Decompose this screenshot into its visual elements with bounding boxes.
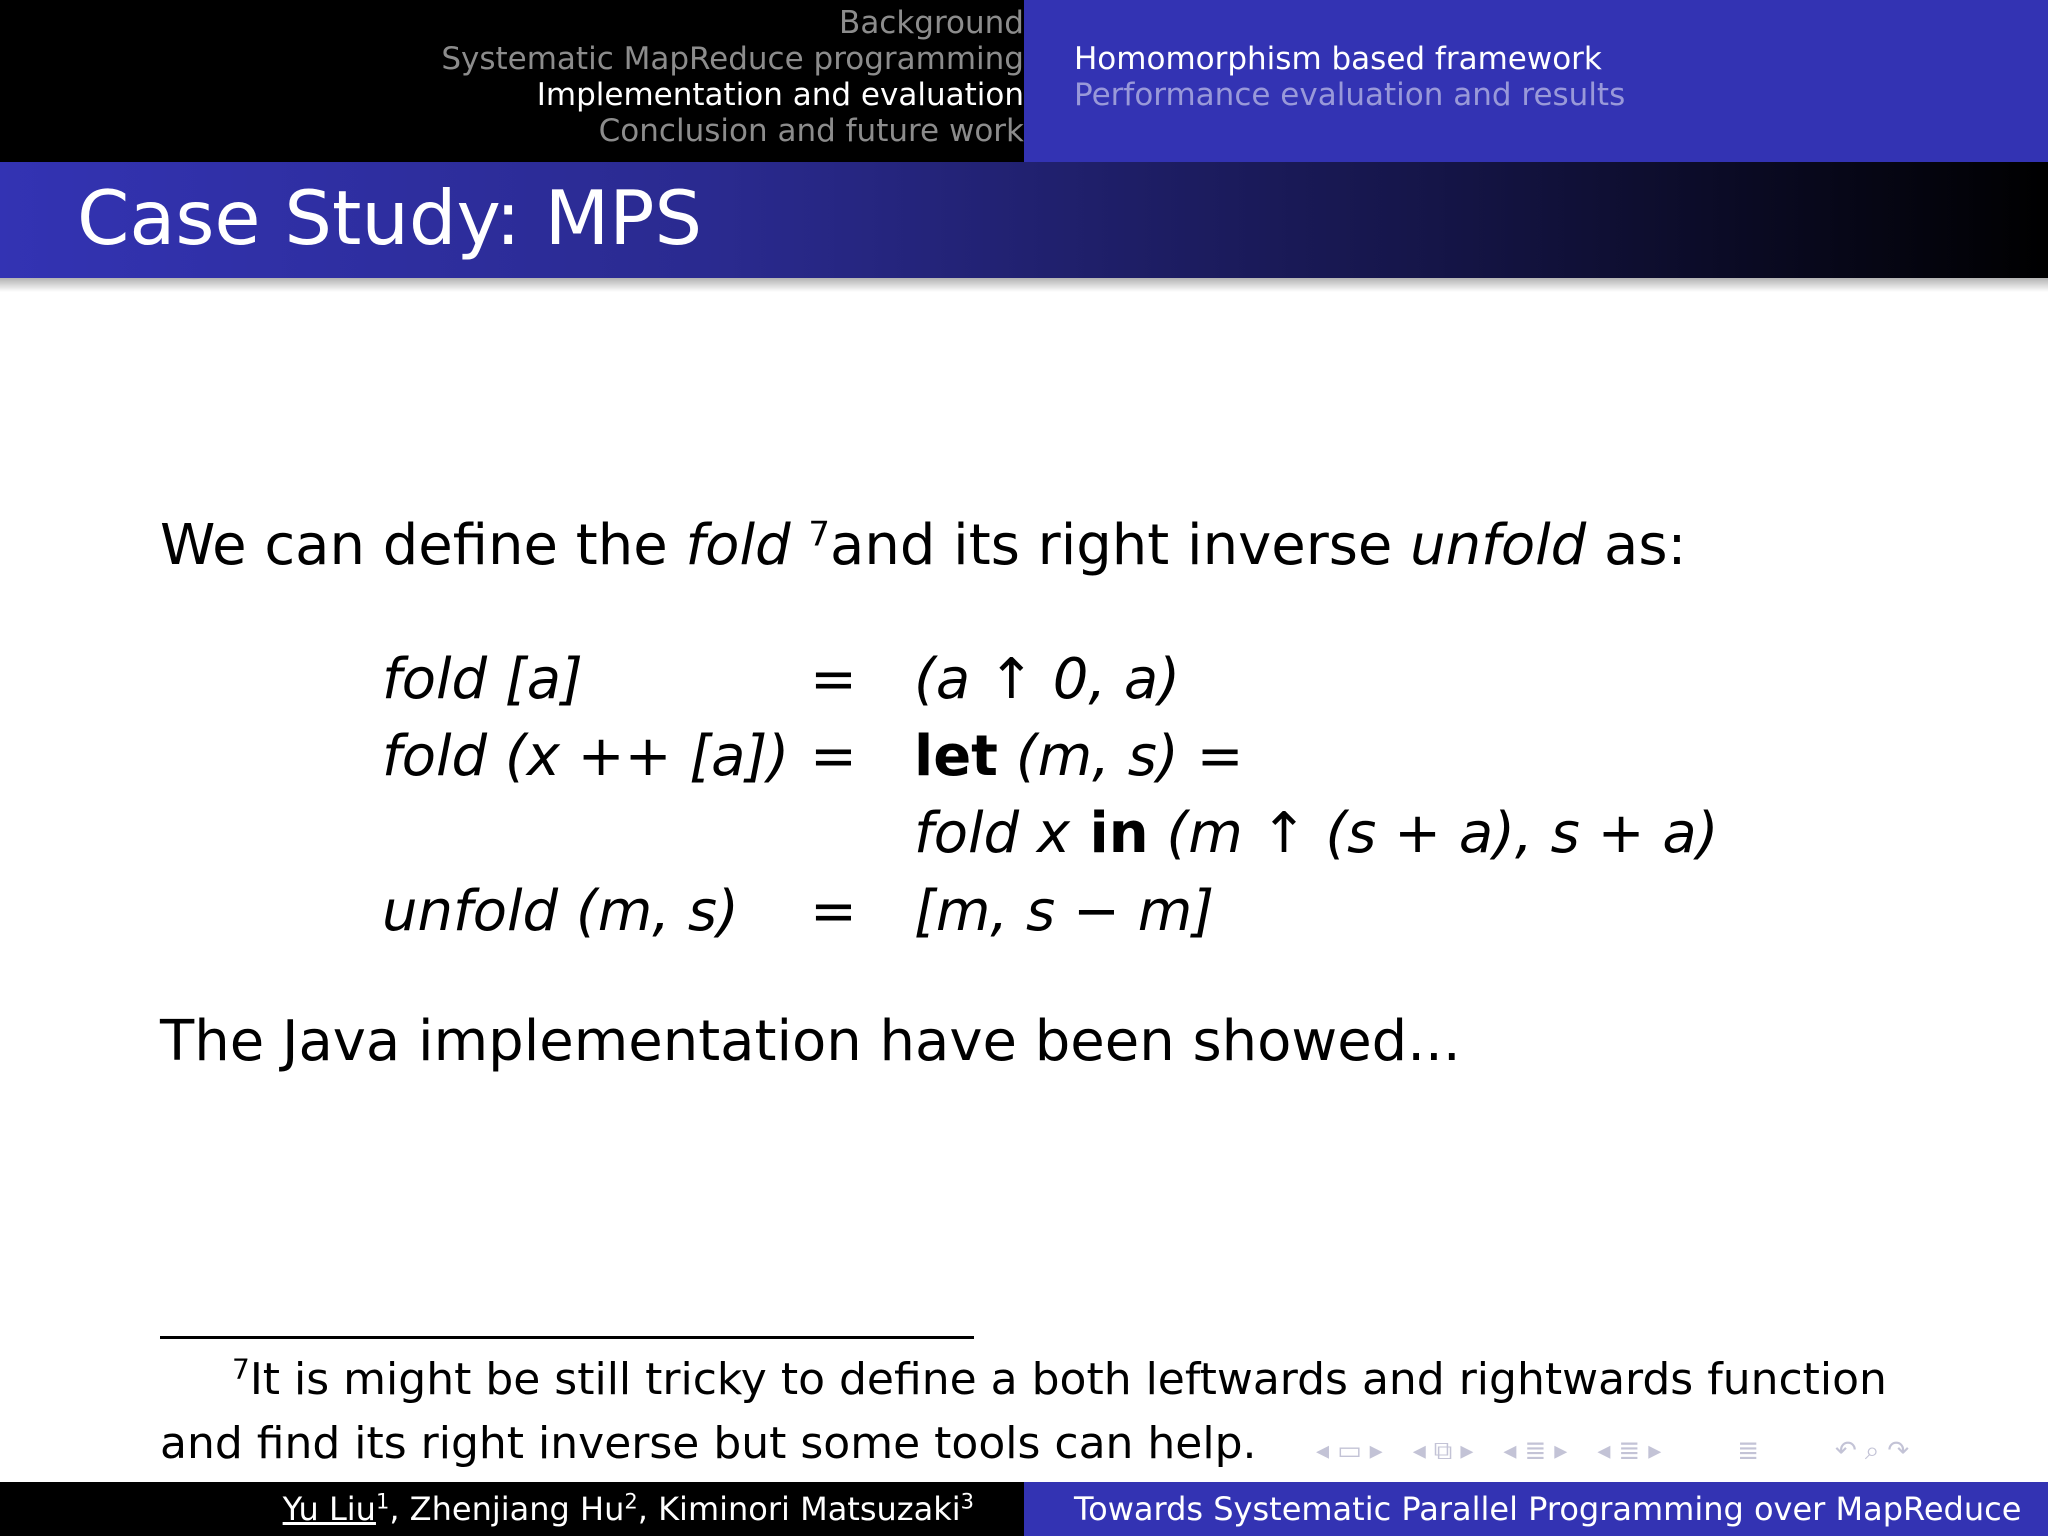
footer-authors — [283, 1488, 974, 1530]
section-icon[interactable]: ≣ — [1524, 1436, 1547, 1466]
footnote-ref[interactable]: 7 — [808, 514, 831, 555]
beamer-nav-symbols — [1316, 1434, 1909, 1468]
footer-authors-bar — [0, 1482, 1024, 1536]
eq-rhs-1: (a ↑ 0, a) — [914, 647, 1181, 712]
prev-frame-icon[interactable]: ◂ — [1316, 1436, 1330, 1466]
keyword-in: in — [1070, 801, 1149, 866]
eq-rhs-2-rest: (m, s) = — [997, 724, 1244, 789]
nav-section-implementation[interactable]: Implementation and evaluation — [536, 77, 1024, 113]
author1-mark: 1 — [375, 1489, 390, 1514]
nav-section-conclusion[interactable]: Conclusion and future work — [598, 113, 1024, 149]
eq-rhs-3 — [914, 802, 1719, 866]
next-frame-icon[interactable]: ▸ — [1369, 1436, 1383, 1466]
intro-unfold: unfold — [1410, 513, 1587, 578]
header-subsections — [1024, 0, 2048, 162]
footer-title: Towards Systematic Parallel Programming over MapReduce — [1074, 1490, 2022, 1528]
keyword-let: let — [914, 724, 998, 789]
intro-text — [160, 514, 1686, 578]
undo-icon[interactable]: ↶ — [1835, 1436, 1857, 1466]
footnote-line-2: and find its right inverse but some tools can help. — [160, 1418, 1257, 1469]
author-zhenjiang-hu: , Zhenjiang Hu — [389, 1490, 625, 1528]
footer-title-bar — [1024, 1482, 2048, 1536]
eq-sign-3: = — [810, 879, 857, 944]
eq-rhs-2 — [914, 725, 1244, 789]
intro-fold: fold — [685, 513, 791, 578]
slide-icon[interactable]: ≣ — [1618, 1436, 1641, 1466]
nav-section-background[interactable]: Background — [839, 5, 1024, 41]
intro-part3: as: — [1586, 513, 1687, 578]
toc-icon[interactable]: ≣ — [1737, 1436, 1760, 1466]
eq-rhs-3-fold: fold x — [914, 801, 1071, 866]
eq-sign-1: = — [810, 647, 857, 712]
frame-icon[interactable]: ▭ — [1337, 1436, 1362, 1466]
search-icon[interactable]: ⌕ — [1864, 1435, 1880, 1466]
prev-section-icon[interactable]: ◂ — [1503, 1436, 1517, 1466]
next-subsection-icon[interactable]: ▸ — [1460, 1436, 1474, 1466]
author-kiminori-matsuzaki: , Kiminori Matsuzaki — [637, 1490, 961, 1528]
intro-part2: and its right inverse — [830, 513, 1411, 578]
header-sections — [0, 0, 1024, 162]
title-shadow — [0, 278, 2048, 292]
nav-subsection-performance[interactable]: Performance evaluation and results — [1074, 77, 1626, 113]
closing-text: The Java implementation have been showed... — [160, 1009, 1461, 1074]
footnote-mark: 7 — [232, 1352, 250, 1386]
next-slide-icon[interactable]: ▸ — [1648, 1436, 1662, 1466]
prev-subsection-icon[interactable]: ◂ — [1412, 1436, 1426, 1466]
author-yu-liu: Yu Liu — [282, 1490, 376, 1528]
intro-part1: We can define the — [160, 513, 686, 578]
title-bar — [0, 162, 2048, 278]
author3-mark: 3 — [960, 1489, 974, 1514]
nav-section-systematic-mapreduce[interactable]: Systematic MapReduce programming — [441, 41, 1024, 77]
eq-rhs-4: [m, s − m] — [914, 879, 1215, 944]
author2-mark: 2 — [624, 1489, 638, 1514]
footnote-rule — [160, 1336, 974, 1339]
redo-icon[interactable]: ↷ — [1887, 1436, 1910, 1466]
eq-lhs-3: unfold (m, s) — [382, 879, 739, 944]
next-section-icon[interactable]: ▸ — [1554, 1436, 1568, 1466]
subsection-icon[interactable]: ⧉ — [1433, 1435, 1453, 1466]
footnote-line-1 — [232, 1354, 1887, 1406]
nav-subsection-homomorphism[interactable]: Homomorphism based framework — [1074, 41, 1602, 77]
eq-sign-2: = — [810, 724, 857, 789]
eq-rhs-3-rest: (m ↑ (s + a), s + a) — [1148, 801, 1719, 866]
slide-title: Case Study: MPS — [77, 174, 703, 262]
eq-lhs-2: fold (x ++ [a]) — [382, 724, 790, 789]
eq-lhs-1: fold [a] — [382, 647, 583, 712]
prev-slide-icon[interactable]: ◂ — [1597, 1436, 1611, 1466]
footnote-line-1-text: It is might be still tricky to define a both leftwards and rightwards function — [249, 1354, 1887, 1405]
